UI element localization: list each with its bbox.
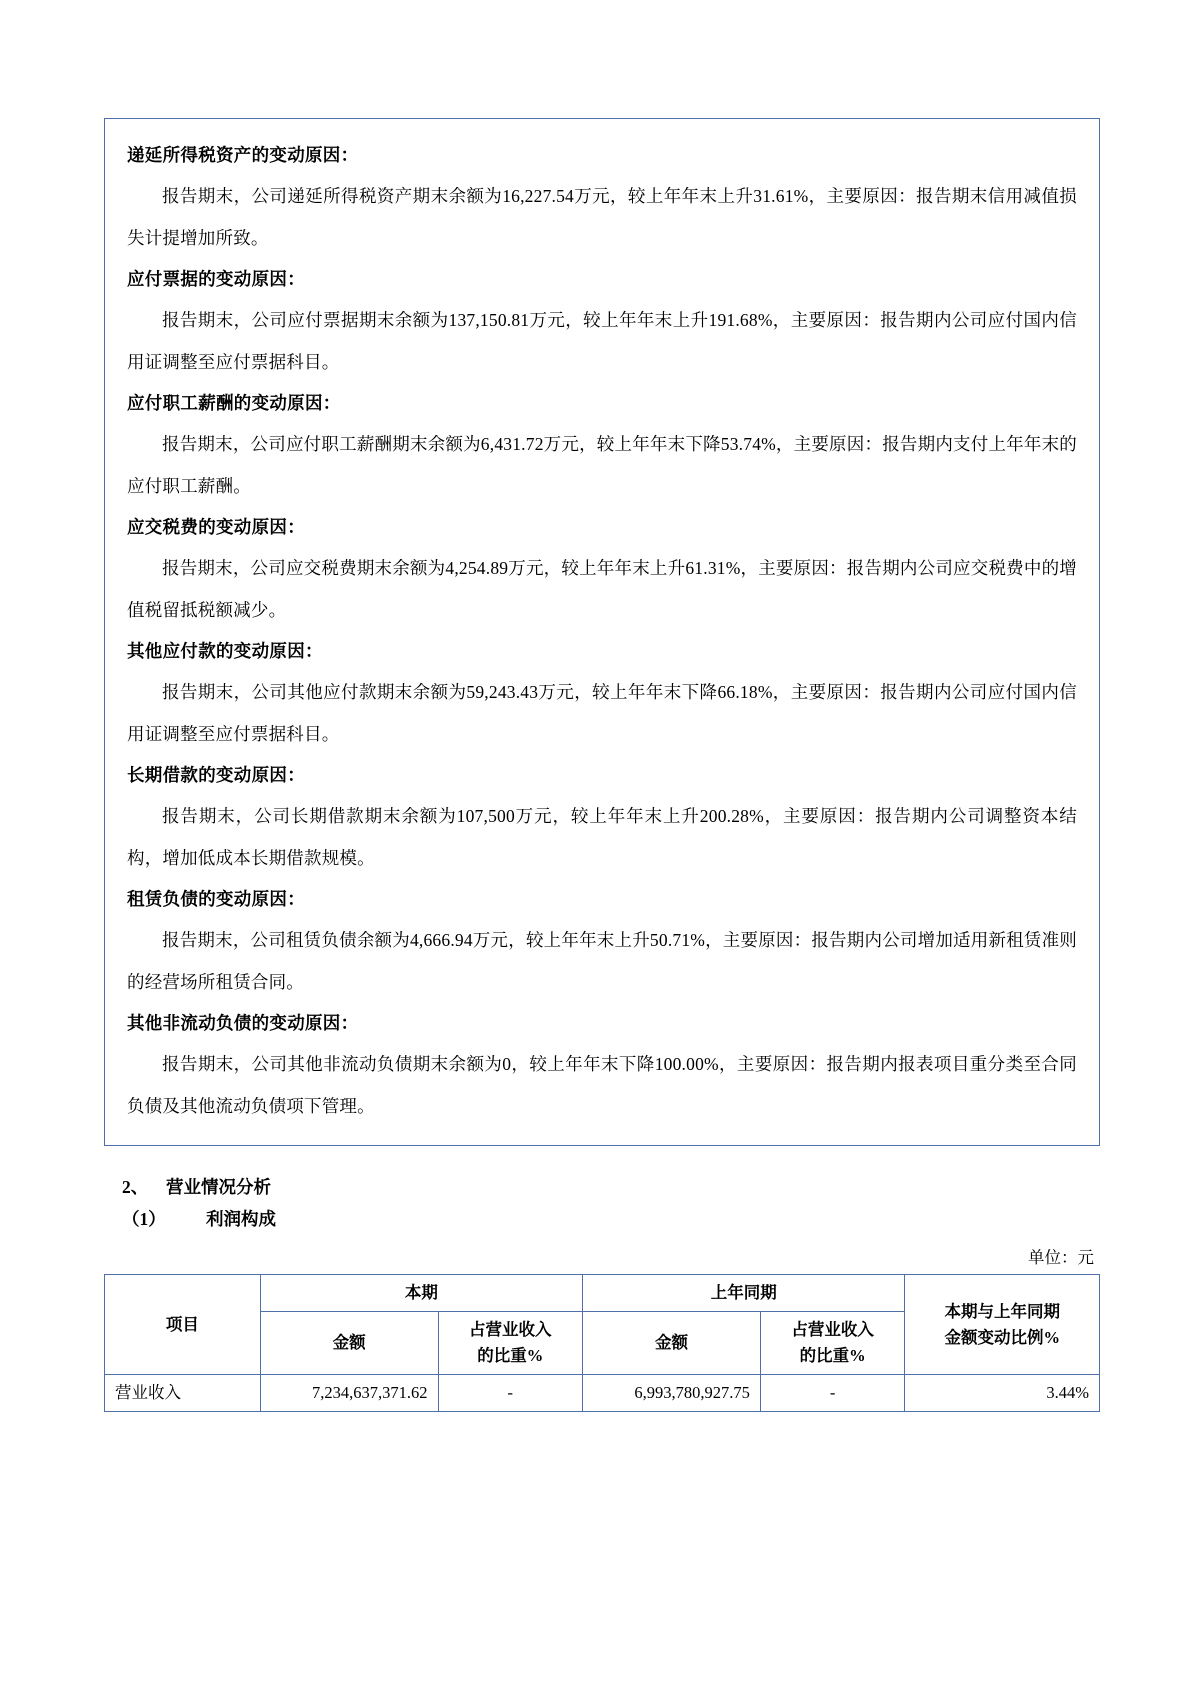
change-reasons-box xyxy=(104,118,1100,1146)
note-heading: 应付职工薪酬的变动原因： xyxy=(127,393,341,413)
header-current-amount: 金额 xyxy=(260,1312,438,1375)
note-paragraph: 报告期末，公司应交税费期末余额为4,254.89万元，较上年年末上升61.31%，主要原因：报告期内公司应交税费中的增值税留抵税额减少。 xyxy=(127,558,1077,620)
note-paragraph: 报告期末，公司应付职工薪酬期末余额为6,431.72万元，较上年年末下降53.74%，主要原因：报告期内支付上年年末的应付职工薪酬。 xyxy=(127,434,1077,496)
header-change-ratio xyxy=(905,1275,1100,1375)
note-paragraph: 报告期末，公司递延所得税资产期末余额为16,227.54万元，较上年年末上升31.61%，主要原因：报告期末信用减值损失计提增加所致。 xyxy=(127,186,1077,248)
note-block xyxy=(127,135,1077,259)
note-paragraph: 报告期末，公司其他应付款期末余额为59,243.43万元，较上年年末下降66.18%，主要原因：报告期内公司应付国内信用证调整至应付票据科目。 xyxy=(127,682,1077,744)
note-heading: 应交税费的变动原因： xyxy=(127,517,305,537)
subsection-title-text: 利润构成 xyxy=(206,1209,276,1229)
cell-change-ratio: 3.44% xyxy=(905,1375,1100,1412)
note-paragraph: 报告期末，公司长期借款期末余额为107,500万元，较上年年末上升200.28%，主要原因：报告期内公司调整资本结构，增加低成本长期借款规模。 xyxy=(127,806,1077,868)
note-paragraph: 报告期末，公司租赁负债余额为4,666.94万元，较上年年末上升50.71%，主要原因：报告期内公司增加适用新租赁准则的经营场所租赁合同。 xyxy=(127,930,1077,992)
header-item: 项目 xyxy=(105,1275,261,1375)
subsection-heading xyxy=(122,1204,1100,1234)
cell-prior-ratio: - xyxy=(760,1375,905,1412)
header-prior-ratio-line2: 的比重% xyxy=(799,1346,866,1365)
header-prior-period: 上年同期 xyxy=(583,1275,905,1312)
note-block xyxy=(127,259,1077,383)
header-current-period: 本期 xyxy=(260,1275,582,1312)
cell-current-amount: 7,234,637,371.62 xyxy=(260,1375,438,1412)
table-header-row xyxy=(105,1275,1100,1312)
note-heading: 其他应付款的变动原因： xyxy=(127,641,323,661)
header-change-ratio-line2: 金额变动比例% xyxy=(944,1327,1060,1347)
note-heading: 租赁负债的变动原因： xyxy=(127,889,305,909)
cell-prior-amount: 6,993,780,927.75 xyxy=(583,1375,761,1412)
header-prior-ratio xyxy=(760,1312,905,1375)
header-change-ratio-line1: 本期与上年同期 xyxy=(944,1301,1060,1321)
header-current-ratio-line1: 占营业收入 xyxy=(469,1320,552,1339)
note-block xyxy=(127,383,1077,507)
section-title-text: 营业情况分析 xyxy=(166,1177,271,1197)
note-heading: 其他非流动负债的变动原因： xyxy=(127,1013,359,1033)
table-row xyxy=(105,1375,1100,1412)
section-number: 2、 xyxy=(122,1177,149,1197)
header-current-ratio-line2: 的比重% xyxy=(477,1346,544,1365)
note-block xyxy=(127,879,1077,1003)
header-prior-amount: 金额 xyxy=(583,1312,761,1375)
note-heading: 递延所得税资产的变动原因： xyxy=(127,145,359,165)
cell-item-name: 营业收入 xyxy=(105,1375,261,1412)
note-paragraph: 报告期末，公司其他非流动负债期末余额为0，较上年年末下降100.00%，主要原因：报告期内报表项目重分类至合同负债及其他流动负债项下管理。 xyxy=(127,1054,1077,1116)
note-heading: 应付票据的变动原因： xyxy=(127,269,305,289)
subsection-number: （1） xyxy=(122,1209,166,1229)
header-prior-ratio-line1: 占营业收入 xyxy=(791,1320,874,1339)
note-heading: 长期借款的变动原因： xyxy=(127,765,305,785)
header-current-ratio xyxy=(438,1312,583,1375)
table-unit-label: 单位：元 xyxy=(1028,1248,1094,1267)
note-block xyxy=(127,631,1077,755)
section-heading xyxy=(122,1172,1100,1202)
note-block xyxy=(127,755,1077,879)
note-block xyxy=(127,1003,1077,1127)
note-block xyxy=(127,507,1077,631)
profit-composition-table xyxy=(104,1274,1100,1412)
cell-current-ratio: - xyxy=(438,1375,583,1412)
note-paragraph: 报告期末，公司应付票据期末余额为137,150.81万元，较上年年末上升191.68%，主要原因：报告期内公司应付国内信用证调整至应付票据科目。 xyxy=(127,310,1077,372)
